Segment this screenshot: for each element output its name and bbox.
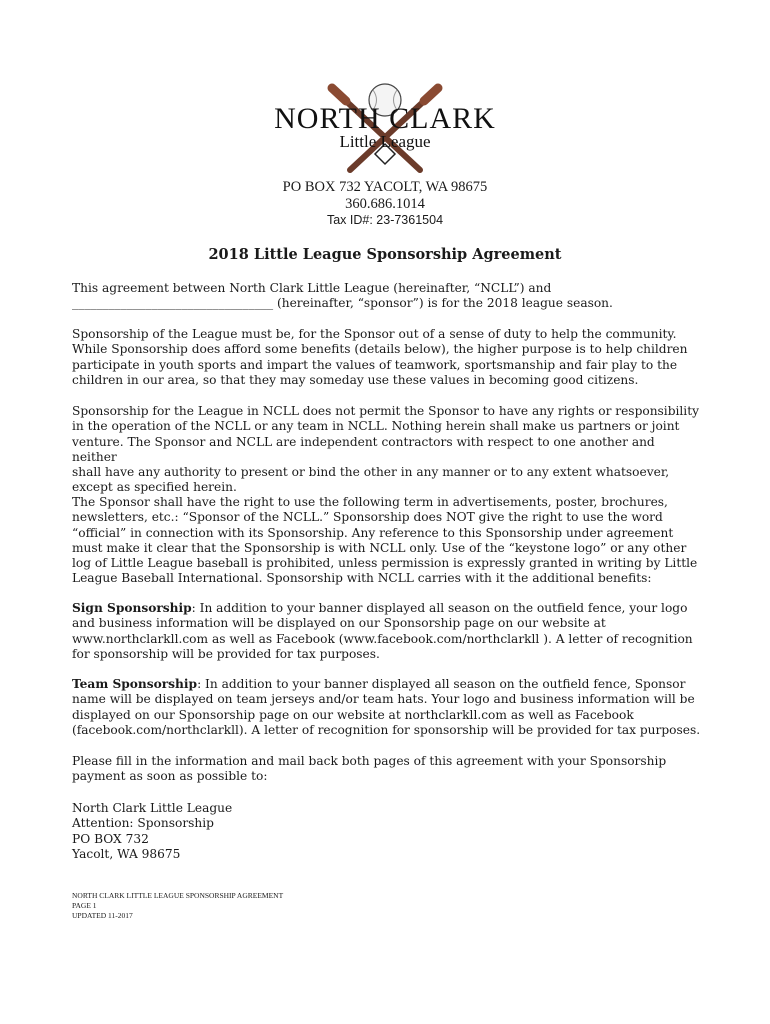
text-line: except as specified herein.: [72, 480, 237, 495]
text-line: and business information will be displayed on our Sponsorship page on our website at: [72, 616, 606, 631]
address-line: Attention: Sponsorship: [72, 816, 214, 831]
text-line: shall have any authority to present or bind the other in any manner or to any extent whatsoever,: [72, 465, 670, 480]
text-line: _________________________________ (hereinafter, “sponsor”) is for the 2018 league season.: [72, 296, 613, 311]
text-line: The Sponsor shall have the right to use the following term in advertisements, poster, brochures,: [72, 495, 668, 509]
text-line: This agreement between North Clark Little League (hereinafter, “NCLL”) and: [72, 281, 552, 295]
tax-id: Tax ID#: 23-7361504: [326, 213, 444, 227]
mailing-address: [72, 801, 702, 862]
text-line: “official” in connection with its Sponsorship. Any reference to this Sponsorship under agreement: [72, 525, 674, 540]
text-line: Sponsorship for the League in NCLL does not permit the Sponsor to have any rights or responsibility: [72, 404, 699, 418]
sign-sponsorship-paragraph: [72, 601, 702, 662]
sign-sponsorship-label: Sign Sponsorship: [72, 601, 192, 615]
usage-paragraph: [72, 495, 702, 587]
text-line: participate in youth sports and impart the values of teamwork, sportsmanship and fair play to the: [72, 357, 678, 372]
text-line: name will be displayed on team jerseys and/or team hats. Your logo and business information will be: [72, 692, 695, 707]
purpose-paragraph: [72, 327, 702, 388]
text-line: must make it clear that the Sponsorship is with NCLL only. Use of the “keystone logo” or any other: [72, 540, 687, 555]
team-sponsorship-label: Team Sponsorship: [72, 677, 198, 691]
postal-address: PO BOX 732 YACOLT, WA 98675: [282, 179, 488, 195]
text-line: children in our area, so that they may someday use these values in becoming good citizens.: [72, 372, 639, 387]
logo-subtitle: Little League: [339, 132, 431, 151]
sign-sponsorship-text: : In addition to your banner displayed all season on the outfield fence, your logo: [191, 601, 688, 615]
document-title: 2018 Little League Sponsorship Agreement: [208, 246, 562, 263]
text-line: [72, 601, 702, 616]
phone-number: 360.686.1014: [345, 196, 425, 212]
text-line: [72, 677, 702, 692]
page-footer: [72, 891, 283, 921]
address-line: PO BOX 732: [72, 831, 149, 846]
footer-line: PAGE 1: [72, 901, 97, 910]
text-line: displayed on our Sponsorship page on our website at northclarkll.com as well as Facebook: [72, 707, 634, 722]
text-line: venture. The Sponsor and NCLL are independent contractors with respect to one another and neither: [72, 434, 655, 464]
text-line: newsletters, etc.: “Sponsor of the NCLL.” Sponsorship does NOT give the right to use the word: [72, 510, 663, 525]
instructions-paragraph: [72, 754, 702, 785]
text-line: Please fill in the information and mail back both pages of this agreement with your Sponsorship: [72, 754, 667, 768]
team-sponsorship-text: : In addition to your banner displayed all season on the outfield fence, Sponsor: [197, 677, 686, 691]
text-line: payment as soon as possible to:: [72, 769, 268, 784]
text-line: Sponsorship of the League must be, for the Sponsor out of a sense of duty to help the community.: [72, 327, 677, 341]
address-line: North Clark Little League: [72, 801, 233, 815]
text-line: www.northclarkll.com as well as Facebook (www.facebook.com/northclarkll ). A letter of recognition: [72, 631, 693, 646]
footer-line: NORTH CLARK LITTLE LEAGUE SPONSORSHIP AGREEMENT: [72, 891, 284, 900]
footer-line: UPDATED 11-2017: [72, 911, 133, 920]
league-logo: [250, 78, 520, 178]
intro-paragraph: [72, 281, 702, 312]
text-line: While Sponsorship does afford some benefits (details below), the higher purpose is to help children: [72, 342, 688, 357]
text-line: log of Little League baseball is prohibited, unless permission is expressly granted in writing by Little: [72, 556, 698, 571]
address-line: Yacolt, WA 98675: [72, 846, 181, 861]
logo-wordmark: NORTH CLARK: [274, 102, 496, 135]
rights-paragraph: [72, 404, 702, 496]
text-line: in the operation of the NCLL or any team in NCLL. Nothing herein shall make us partners or joint: [72, 419, 680, 434]
team-sponsorship-paragraph: [72, 677, 702, 738]
text-line: League Baseball International. Sponsorship with NCLL carries with it the additional benefits:: [72, 571, 652, 586]
text-line: (facebook.com/northclarkll). A letter of recognition for sponsorship will be provided for tax purposes.: [72, 722, 701, 737]
text-line: for sponsorship will be provided for tax purposes.: [72, 646, 380, 661]
